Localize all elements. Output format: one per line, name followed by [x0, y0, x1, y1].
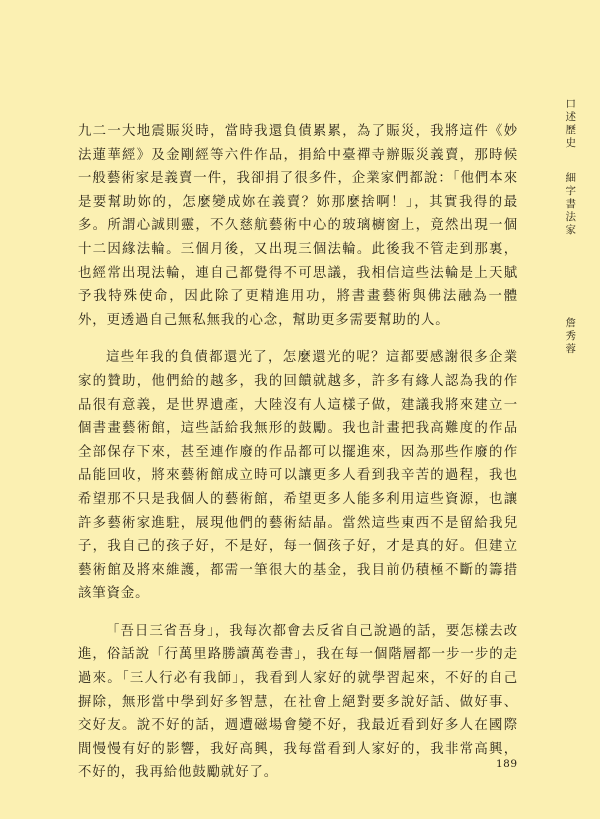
section-title: 細字書法家 — [564, 172, 577, 237]
paragraph-2: 這些年我的負債都還光了，怎麼還光的呢？這都要感謝很多企業家的贊助，他們給的越多，我的回饋就越多，許多有緣人認為我的作品很有意義，是世界遺產，大陸沒有人這樣子做，建議我將來建立一個書畫藝術館，這些話給我無形的鼓勵。我也計畫把我高難度的作品全部保存下來，甚至連作廢的作品都可以擺進來，因為那些作廢的作品能回收，將來藝術館成立時可以讓更多人看到我辛苦的過程，我也希望那不只是我個人的藝術館，希望更多人能多利用這些資源，也讓許多藝術家進駐，展現他們的藝術結晶。當然這些東西不是留給我兒子，我自己的孩子好，不是好，每一個孩子好，才是真的好。但建立藝術館及將來維護，都需一筆很大的基金，我目前仍積極不斷的籌措該筆資金。 — [78, 350, 518, 602]
running-header — [560, 98, 580, 356]
paragraph-1: 九二一大地震賑災時，當時我還負債累累，為了賑災，我將這件《妙法蓮華經》及金剛經等六件作品，捐給中臺禪寺辦賑災義賣，那時候一般藝術家是義賣一件，我卻捐了很多件，企業家們都說：「他們本來是要幫助妳的，怎麼變成妳在義賣？妳那麼捨啊！」，其實我得的最多。所謂心誠則靈，不久慈航藝術中心的玻璃櫥窗上，竟然出現一個十二因緣法輪。三個月後，又出現三個法輪。此後我不管走到那裏，也經常出現法輪，連自己都覺得不可思議，我相信這些法輪是上天賦予我特殊使命，因此除了更精進用功，將書畫藝術與佛法融為一體外，更透過自己無私無我的心念，幫助更多需要幫助的人。 — [78, 124, 518, 328]
page-body — [78, 120, 518, 799]
paragraph-3: 「吾日三省吾身」，我每次都會去反省自己說過的話，要怎樣去改進，俗話說「行萬里路勝讀萬卷書」，我在每一個階層都一步一步的走過來。「三人行必有我師」，我看到人家好的就學習起來，不好的自己摒除，無形當中學到好多智慧，在社會上絕對要多說好話、做好事、交好友。說不好的話，週遭磁場會變不好，我最近看到好多人在國際間慢慢有好的影響，我好高興，我每當看到人家好的，我非常高興，不好的，我再給他鼓勵就好了。 — [78, 623, 518, 781]
author-name: 詹秀蓉 — [564, 317, 577, 356]
page-number: 189 — [496, 758, 518, 770]
series-title: 口述歷史 — [564, 98, 577, 150]
